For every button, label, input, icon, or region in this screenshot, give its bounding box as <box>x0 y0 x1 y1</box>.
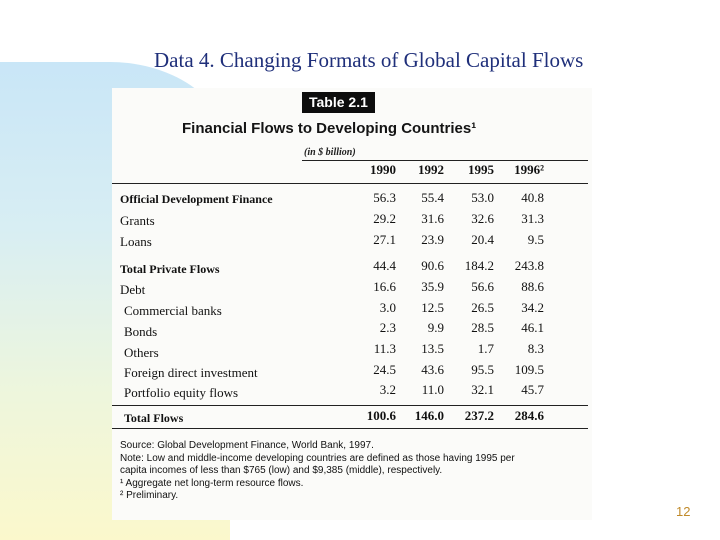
table-label: Table 2.1 <box>302 92 375 113</box>
row-label: Bonds <box>124 324 158 339</box>
table-cell: 40.8 <box>521 190 544 205</box>
definition-note-continued: capita incomes of less than $765 (low) and $9,385 (middle), respectively. <box>120 465 443 476</box>
table-cell: 56.3 <box>373 190 396 205</box>
table-cell: 88.6 <box>521 279 544 294</box>
table-cell: 35.9 <box>421 279 444 294</box>
table-unit: (in $ billion) <box>304 147 356 158</box>
row-label: Grants <box>120 213 155 228</box>
table-cell: 109.5 <box>514 362 544 377</box>
table-cell: 53.0 <box>471 190 494 205</box>
table-cell: 32.1 <box>471 382 494 397</box>
column-header: 1995 <box>468 162 494 177</box>
table-cell: 28.5 <box>471 320 494 335</box>
table-cell: 31.6 <box>421 211 444 226</box>
table-cell: 90.6 <box>421 258 444 273</box>
row-label: Loans <box>120 234 152 249</box>
header-rule-top <box>302 160 588 161</box>
table-cell: 184.2 <box>464 258 494 273</box>
table-title: Financial Flows to Developing Countries¹ <box>182 120 477 137</box>
row-label: Others <box>124 345 159 360</box>
table-cell: 9.9 <box>427 320 444 335</box>
table-cell: 24.5 <box>373 362 396 377</box>
table-cell: 237.2 <box>464 408 494 423</box>
definition-note: Note: Low and middle-income developing countries are defined as those having 1995 per <box>120 452 515 464</box>
table-cell: 45.7 <box>521 382 544 397</box>
table-cell: 100.6 <box>366 408 396 423</box>
table-cell: 56.6 <box>471 279 494 294</box>
table-cell: 34.2 <box>521 300 544 315</box>
table-cell: 16.6 <box>373 279 396 294</box>
scanned-table-image <box>112 88 592 520</box>
table-cell: 284.6 <box>514 408 544 423</box>
table-cell: 8.3 <box>527 341 544 356</box>
table-cell: 26.5 <box>471 300 494 315</box>
table-cell: 32.6 <box>471 211 494 226</box>
row-label: Official Development Finance <box>120 192 273 206</box>
table-cell: 2.3 <box>379 320 396 335</box>
table-cell: 3.0 <box>379 300 396 315</box>
row-label: Debt <box>120 282 146 297</box>
column-header: 1996² <box>514 162 544 177</box>
table-cell: 20.4 <box>471 232 494 247</box>
table-cell: 29.2 <box>373 211 396 226</box>
table-cell: 23.9 <box>421 232 444 247</box>
table-cell: 3.2 <box>379 382 396 397</box>
table-notes <box>120 440 515 503</box>
table-cell: 31.3 <box>521 211 544 226</box>
table-cell: 11.0 <box>421 382 444 397</box>
total-rule-top <box>112 405 588 406</box>
table-cell: 55.4 <box>421 190 444 205</box>
header-rule-bottom <box>112 183 588 184</box>
page-number: 12 <box>676 504 691 519</box>
table-cell: 95.5 <box>471 362 494 377</box>
table-cell: 27.1 <box>373 232 396 247</box>
table-cell: 44.4 <box>373 258 396 273</box>
row-label: Commercial banks <box>124 303 222 318</box>
table-cell: 243.8 <box>514 258 544 273</box>
table-cell: 9.5 <box>527 232 544 247</box>
table-cell: 12.5 <box>421 300 444 315</box>
table-cell: 13.5 <box>421 341 444 356</box>
source-note: Source: Global Development Finance, World Bank, 1997. <box>120 440 374 451</box>
column-header: 1992 <box>418 162 444 177</box>
table-cell: 11.3 <box>373 341 396 356</box>
slide-title: Data 4. Changing Formats of Global Capital Flows <box>154 48 584 72</box>
table-cell: 46.1 <box>521 320 544 335</box>
row-label: Total Flows <box>124 411 184 425</box>
row-label: Foreign direct investment <box>124 365 258 380</box>
row-label: Portfolio equity flows <box>124 385 239 400</box>
column-header: 1990 <box>370 162 396 177</box>
row-label: Total Private Flows <box>120 262 220 276</box>
total-rule-bottom <box>112 428 588 429</box>
table-cell: 43.6 <box>421 362 444 377</box>
table-cell: 146.0 <box>414 408 444 423</box>
footnote-1: ¹ Aggregate net long-term resource flows. <box>120 477 304 489</box>
footnote-2: ² Preliminary. <box>120 490 179 501</box>
table-cell: 1.7 <box>477 341 494 356</box>
